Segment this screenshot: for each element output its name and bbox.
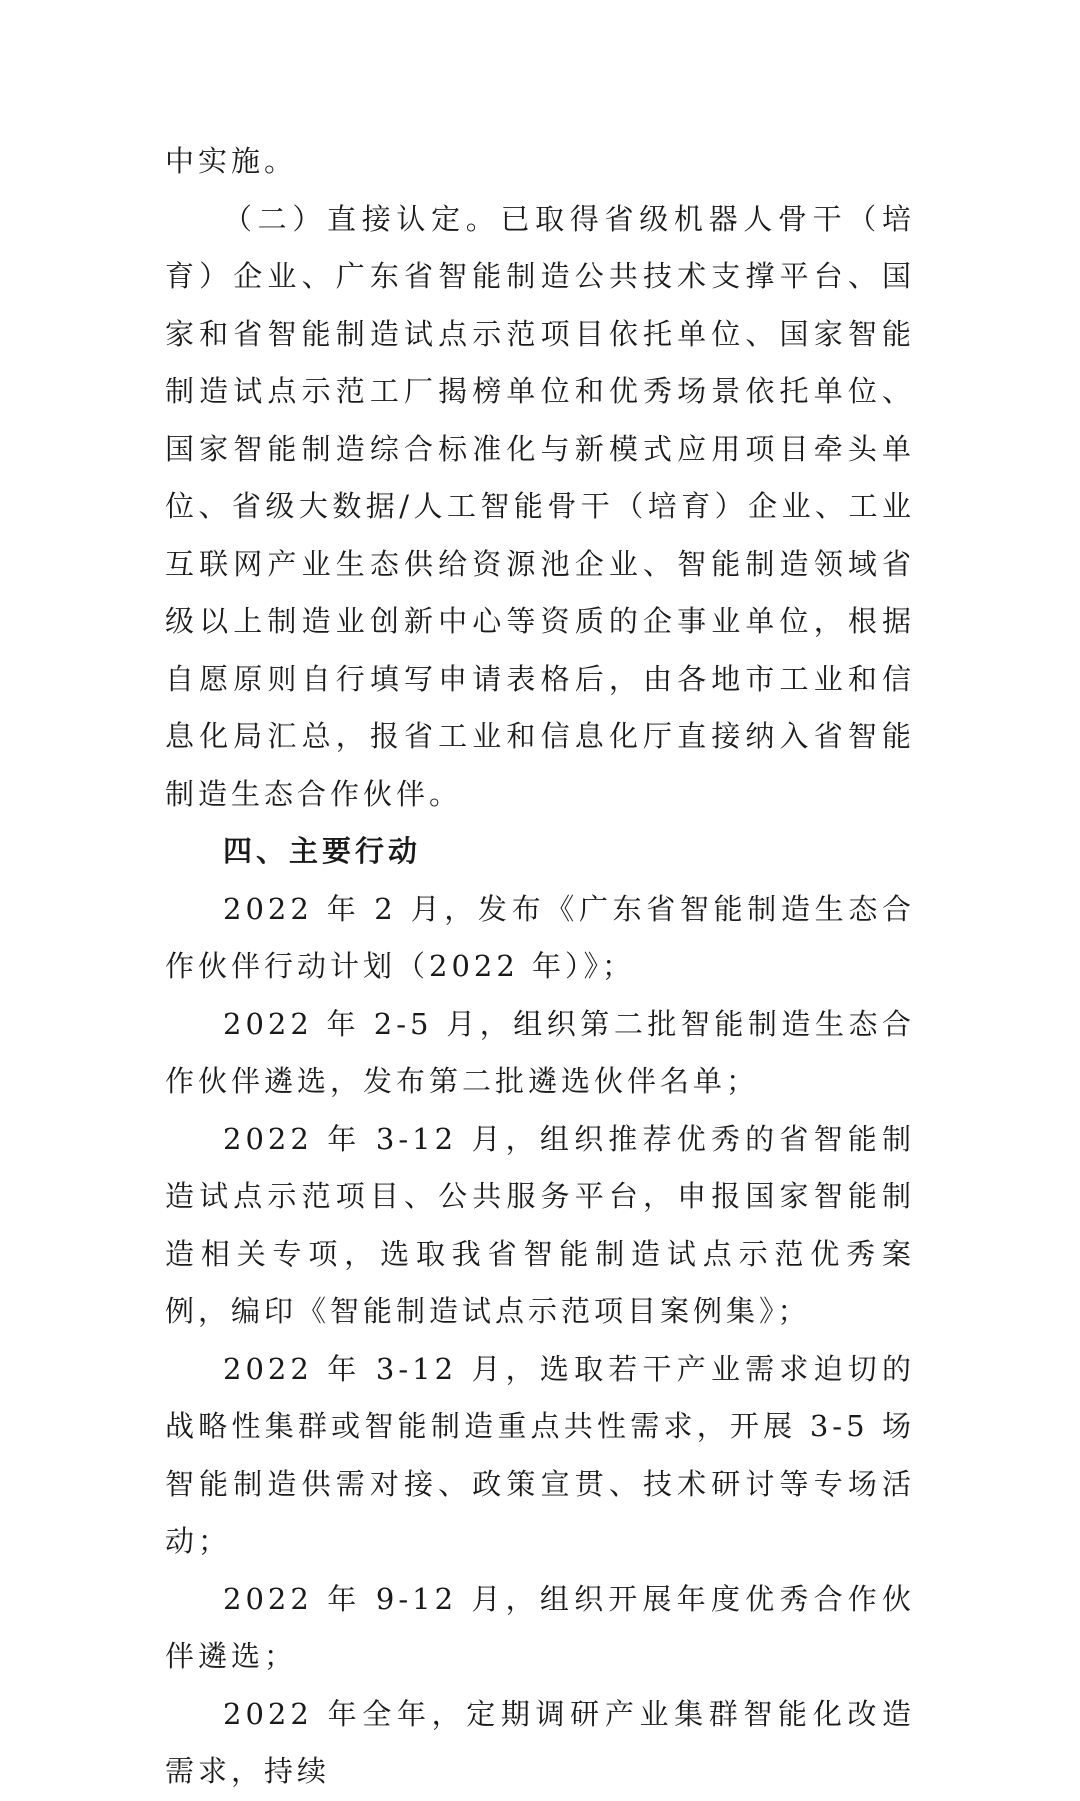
action-item-feb-may: 2022 年 2-5 月，组织第二批智能制造生态合作伙伴遴选，发布第二批遴选伙伴名单；	[165, 1006, 915, 1098]
action-item-sep-dec: 2022 年 9-12 月，组织开展年度优秀合作伙伴遴选；	[165, 1581, 915, 1673]
action-item-mar-dec-demo-projects: 2022 年 3-12 月，组织推荐优秀的省智能制造试点示范项目、公共服务平台，申报国家智能制造相关专项，选取我省智能制造试点示范优秀案例，编印《智能制造试点示范项目案例集》；	[165, 1121, 915, 1328]
document-body	[165, 133, 915, 1801]
action-item-mar-dec-events: 2022 年 3-12 月，选取若干产业需求迫切的战略性集群或智能制造重点共性需求，开展 3-5 场智能制造供需对接、政策宣贯、技术研讨等专场活动；	[165, 1351, 915, 1558]
section-heading-main-actions: 四、主要行动	[223, 834, 422, 868]
paragraph-direct-certification: （二）直接认定。已取得省级机器人骨干（培育）企业、广东省智能制造公共技术支撑平台、国家和省智能制造试点示范项目依托单位、国家智能制造试点示范工厂揭榜单位和优秀场景依托单位、国家智能制造综合标准化与新模式应用项目牵头单位、省级大数据/人工智能骨干（培育）企业、工业互联网产业生态供给资源池企业、智能制造领域省级以上制造业创新中心等资质的企事业单位，根据自愿原则自行填写申请表格后，由各地市工业和信息化局汇总，报省工业和信息化厅直接纳入省智能制造生态合作伙伴。	[165, 201, 915, 811]
action-item-feb: 2022 年 2 月，发布《广东省智能制造生态合作伙伴行动计划（2022 年）》；	[165, 891, 915, 983]
paragraph-continuation: 中实施。	[165, 144, 298, 178]
action-item-full-year: 2022 年全年，定期调研产业集群智能化改造需求，持续	[165, 1696, 915, 1788]
